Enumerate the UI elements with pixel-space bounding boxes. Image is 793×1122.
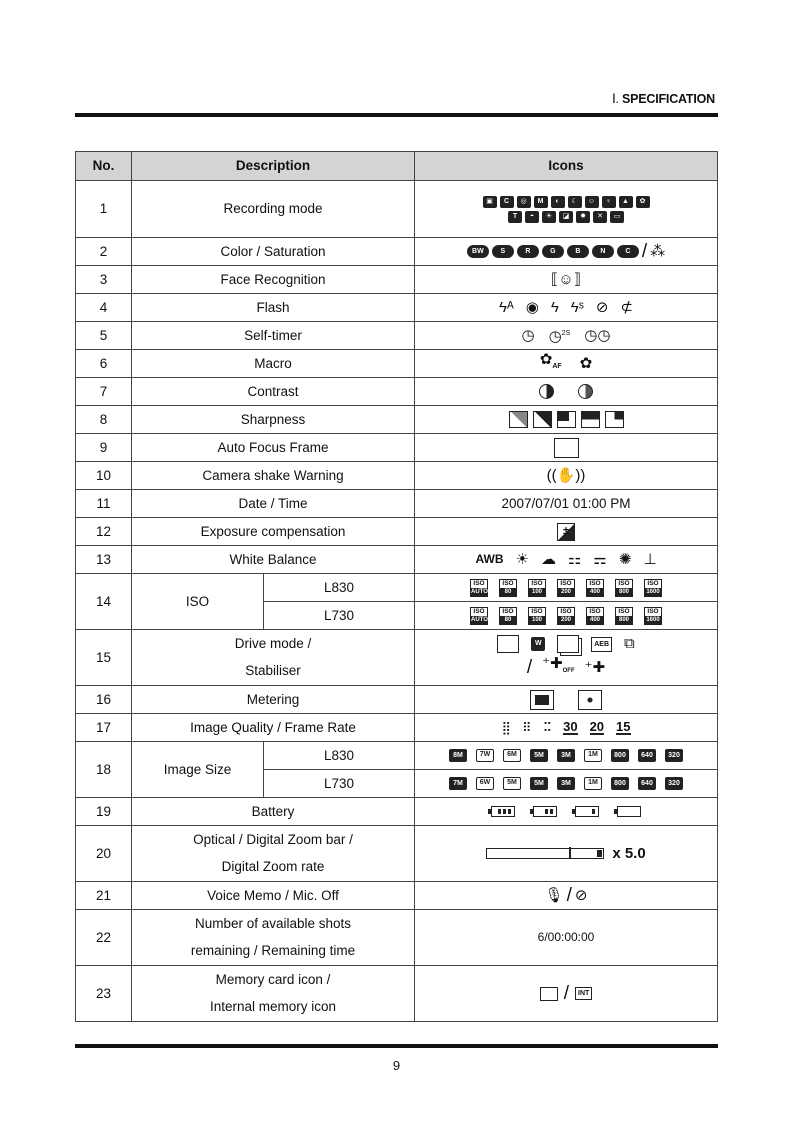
iso-80-icon: ISO 80: [499, 579, 517, 597]
flash-icons: [415, 294, 718, 322]
battery-icons: [415, 798, 718, 826]
row-number: 9: [76, 434, 132, 462]
table-row: [76, 406, 718, 434]
header-icons: Icons: [415, 152, 718, 181]
movie-icon: ▭: [610, 211, 624, 223]
shots-remaining-value: 6/00:00:00: [415, 910, 718, 966]
sharpness-soft-icon: [509, 411, 528, 428]
size-640-icon: 640: [638, 777, 656, 790]
table-row: [76, 266, 718, 294]
timer-10s-icon: ◷: [521, 326, 535, 344]
aeb-icon: AEB: [591, 637, 612, 652]
burst-icon: [557, 635, 579, 653]
row-number: 10: [76, 462, 132, 490]
awb-icon: AWB: [475, 551, 504, 566]
iso-400-icon: ISO 400: [586, 579, 604, 597]
row-description: Optical / Digital Zoom bar / Digital Zoom rate: [132, 826, 415, 882]
iso-100-icon: ISO 100: [528, 579, 546, 597]
row-subtype: L730: [264, 602, 415, 630]
table-row: [76, 798, 718, 826]
size-5m-icon: 5M: [530, 777, 548, 790]
row-description: Flash: [132, 294, 415, 322]
row-number: 15: [76, 630, 132, 686]
size-5m-icon: 5M: [530, 749, 548, 762]
page-number: 9: [392, 1058, 401, 1073]
row-description: Macro: [132, 350, 415, 378]
section-title: SPECIFICATION: [621, 92, 715, 106]
row-number: 14: [76, 574, 132, 630]
flash-auto-icon: ϟᴬ: [499, 298, 514, 316]
memory-icons: [415, 966, 718, 1022]
shake-warning-icons: [415, 462, 718, 490]
color-bw-icon: BW: [467, 245, 489, 258]
table-row: [76, 350, 718, 378]
camera-icon: ▣: [483, 196, 497, 208]
iso-1600-icon: ISO 1600: [644, 579, 662, 597]
size-8m-icon: 8M: [449, 749, 467, 762]
camera-shake-icon: ((✋)): [546, 466, 586, 484]
program-mode-icon: C: [500, 196, 514, 208]
row-description: Date / Time: [132, 490, 415, 518]
row-number: 6: [76, 350, 132, 378]
exposure-icons: [415, 518, 718, 546]
af-frame-icon: [554, 438, 579, 458]
iso-800-icon: ISO 800: [615, 607, 633, 625]
table-row: [76, 882, 718, 910]
motion-capture-icon: ⧉: [624, 635, 635, 652]
macro-icons: [415, 350, 718, 378]
face-recognition-icon: ⟦☺⟧: [550, 270, 582, 288]
flash-slow-sync-icon: ϟˢ: [570, 298, 584, 316]
contrast-low-icon: [539, 384, 554, 399]
daylight-icon: ☀: [515, 550, 529, 568]
spec-table: [75, 151, 718, 1022]
row-number: 3: [76, 266, 132, 294]
zoom-icons: [415, 826, 718, 882]
sunset-icon: ◓: [525, 211, 539, 223]
internal-memory-icon: INT: [575, 987, 592, 1000]
row-description: Recording mode: [132, 181, 415, 238]
row-number: 8: [76, 406, 132, 434]
fps-15-icon: 15: [616, 718, 631, 734]
children-icon: ♀: [602, 196, 616, 208]
row-number: 23: [76, 966, 132, 1022]
zoom-rate: x 5.0: [612, 844, 646, 862]
fps-30-icon: 30: [563, 718, 578, 734]
row-description: Image Quality / Frame Rate: [132, 714, 415, 742]
night-icon: ◐: [551, 196, 565, 208]
flash-off-icon: ⊘: [595, 298, 609, 316]
contrast-icons: [415, 378, 718, 406]
memory-card-icon: [540, 987, 558, 1001]
normal-icon: ⠭: [542, 719, 552, 735]
flash-fill-icon: ϟ: [550, 298, 559, 316]
fluorescent-l-icon: ⚎: [593, 550, 607, 568]
size-6w-icon: 6W: [476, 777, 494, 790]
size-800-icon: 800: [611, 777, 629, 790]
self-timer-icons: [415, 322, 718, 350]
drive-mode-icons: [415, 630, 718, 686]
row-description: Drive mode / Stabiliser: [132, 630, 415, 686]
size-640-icon: 640: [638, 749, 656, 762]
quality-icons: [415, 714, 718, 742]
table-row: [76, 546, 718, 574]
spot-metering-icon: [578, 690, 602, 710]
iso-100-icon: ISO 100: [528, 607, 546, 625]
table-row: [76, 742, 718, 770]
iso-icons-l730: [415, 602, 718, 630]
table-row: [76, 714, 718, 742]
section-numeral: Ⅰ.: [612, 91, 619, 106]
table-row: [76, 434, 718, 462]
color-sepia-icon: S: [492, 245, 514, 258]
red-eye-icon: ◉: [525, 298, 539, 316]
row-number: 19: [76, 798, 132, 826]
battery-full-icon: [491, 806, 515, 817]
row-description: Self-timer: [132, 322, 415, 350]
white-balance-icons: [415, 546, 718, 574]
dawn-icon: ☀: [542, 211, 556, 223]
size-320-icon: 320: [665, 777, 683, 790]
recording-mode-icons: [415, 181, 718, 238]
battery-one-third-icon: [575, 806, 599, 817]
table-row: [76, 490, 718, 518]
face-recognition-icons: [415, 266, 718, 294]
row-description: Number of available shots remaining / Remaining time: [132, 910, 415, 966]
color-green-icon: G: [542, 245, 564, 258]
iso-auto-icon: ISO AUTO: [471, 607, 488, 623]
row-number: 7: [76, 378, 132, 406]
iso-80-icon: ISO 80: [499, 607, 517, 625]
table-row: [76, 686, 718, 714]
color-red-icon: R: [517, 245, 539, 258]
battery-two-thirds-icon: [533, 806, 557, 817]
beach-snow-icon: ✕: [593, 211, 607, 223]
microphone-icon: 🎙︎: [544, 886, 564, 904]
table-row: [76, 462, 718, 490]
mic-off-icon: ⊘: [574, 886, 588, 904]
sharpness-hard-icon: [581, 411, 600, 428]
color-negative-icon: N: [592, 245, 614, 258]
timer-double-icon: ◷◷: [584, 326, 611, 344]
table-header-row: [76, 152, 718, 181]
size-6m-icon: 6M: [503, 749, 521, 762]
row-description: Color / Saturation: [132, 238, 415, 266]
scene-icon: ◎: [517, 196, 531, 208]
iso-200-icon: ISO 200: [557, 579, 575, 597]
header-rule: [75, 113, 718, 117]
single-shot-icon: [497, 635, 519, 653]
table-row: [76, 181, 718, 238]
color-icons: [415, 238, 718, 266]
zoom-bar-icon: [486, 848, 604, 859]
auto-macro-icon: $✿_{AF}$: [539, 351, 562, 370]
text-icon: T: [508, 211, 522, 223]
sharpness-vivid-icon: [557, 411, 576, 428]
row-description: Contrast: [132, 378, 415, 406]
row-number: 5: [76, 322, 132, 350]
fluorescent-h-icon: ⚏: [567, 550, 582, 568]
backlight-icon: ◪: [559, 211, 573, 223]
row-description: White Balance: [132, 546, 415, 574]
size-3m-icon: 3M: [557, 777, 575, 790]
row-number: 1: [76, 181, 132, 238]
row-number: 16: [76, 686, 132, 714]
size-800-icon: 800: [611, 749, 629, 762]
table-row: [76, 322, 718, 350]
size-7w-icon: 7W: [476, 749, 494, 762]
image-size-icons-l830: [415, 742, 718, 770]
page-header: [612, 91, 715, 107]
row-number: 17: [76, 714, 132, 742]
fine-icon: ⠿: [522, 719, 531, 735]
stabiliser-on-icon: ⁺✚: [584, 658, 606, 676]
row-description: Metering: [132, 686, 415, 714]
iso-400-icon: ISO 400: [586, 607, 604, 625]
header-no: No.: [76, 152, 132, 181]
size-1m-icon: 1M: [584, 749, 602, 762]
macro-icon: ✿: [579, 354, 593, 372]
row-number: 2: [76, 238, 132, 266]
af-frame-icons: [415, 434, 718, 462]
size-320-icon: 320: [665, 749, 683, 762]
size-3m-icon: 3M: [557, 749, 575, 762]
exposure-compensation-icon: ±: [557, 523, 575, 541]
row-number: 18: [76, 742, 132, 798]
table-row: [76, 294, 718, 322]
separator: /: [566, 884, 572, 906]
row-number: 12: [76, 518, 132, 546]
row-description: Auto Focus Frame: [132, 434, 415, 462]
contrast-high-icon: [578, 384, 593, 399]
sharpness-normal-icon: [533, 411, 552, 428]
separator: /: [641, 240, 648, 262]
row-subtype: L730: [264, 770, 415, 798]
table-row: [76, 826, 718, 882]
iso-800-icon: ISO 800: [615, 579, 633, 597]
continuous-icon: W: [531, 637, 545, 651]
table-row: [76, 574, 718, 602]
sharpness-icons: [415, 406, 718, 434]
color-blue-icon: B: [567, 245, 589, 258]
saturation-icon: ⁂: [650, 242, 666, 260]
row-number: 21: [76, 882, 132, 910]
table-row: [76, 378, 718, 406]
table-row: [76, 630, 718, 686]
row-subtype: L830: [264, 574, 415, 602]
custom-wb-icon: ⊥: [643, 550, 657, 568]
red-eye-fix-icon: ⊄: [620, 298, 633, 316]
header-description: Description: [132, 152, 415, 181]
landscape-icon: ▲: [619, 196, 633, 208]
row-number: 11: [76, 490, 132, 518]
row-description: Exposure compensation: [132, 518, 415, 546]
row-description: Face Recognition: [132, 266, 415, 294]
moon-icon: ☾: [568, 196, 582, 208]
row-description: Voice Memo / Mic. Off: [132, 882, 415, 910]
row-description: Memory card icon / Internal memory icon: [132, 966, 415, 1022]
row-number: 22: [76, 910, 132, 966]
iso-1600-icon: ISO 1600: [644, 607, 662, 625]
date-time-value: 2007/07/01 01:00 PM: [415, 490, 718, 518]
voice-icons: [415, 882, 718, 910]
table-row: [76, 910, 718, 966]
iso-200-icon: ISO 200: [557, 607, 575, 625]
table-row: [76, 238, 718, 266]
stabiliser-off-icon: $^+✚_{OFF}$: [542, 655, 575, 674]
row-subtype: L830: [264, 742, 415, 770]
row-description: Sharpness: [132, 406, 415, 434]
row-number: 13: [76, 546, 132, 574]
firework-icon: ✹: [576, 211, 590, 223]
color-custom-icon: C: [617, 245, 639, 258]
separator: /: [526, 656, 533, 678]
size-5m-outline-icon: 5M: [503, 777, 521, 790]
row-number: 20: [76, 826, 132, 882]
sharpness-max-icon: [605, 411, 624, 428]
timer-2s-icon: ◷$^{2S}$: [548, 328, 571, 345]
fps-20-icon: 20: [589, 718, 605, 734]
tungsten-icon: ✺: [618, 550, 632, 568]
row-description: Battery: [132, 798, 415, 826]
size-1m-icon: 1M: [584, 777, 602, 790]
iso-icons-l830: [415, 574, 718, 602]
separator: /: [563, 982, 569, 1004]
multi-metering-icon: [530, 690, 554, 710]
row-description: ISO: [132, 574, 264, 630]
row-description: Camera shake Warning: [132, 462, 415, 490]
cloudy-icon: ☁: [540, 550, 556, 568]
metering-icons: [415, 686, 718, 714]
row-number: 4: [76, 294, 132, 322]
image-size-icons-l730: [415, 770, 718, 798]
table-row: [76, 518, 718, 546]
iso-auto-icon: ISO AUTO: [471, 579, 488, 595]
footer-rule: [75, 1044, 718, 1048]
closeup-icon: ✿: [636, 196, 650, 208]
row-description: Image Size: [132, 742, 264, 798]
battery-empty-icon: [617, 806, 641, 817]
table-row: [76, 966, 718, 1022]
super-fine-icon: ⣿: [501, 719, 511, 735]
manual-mode-icon: M: [534, 196, 548, 208]
portrait-icon: ☺: [585, 196, 599, 208]
size-7m-icon: 7M: [449, 777, 467, 790]
